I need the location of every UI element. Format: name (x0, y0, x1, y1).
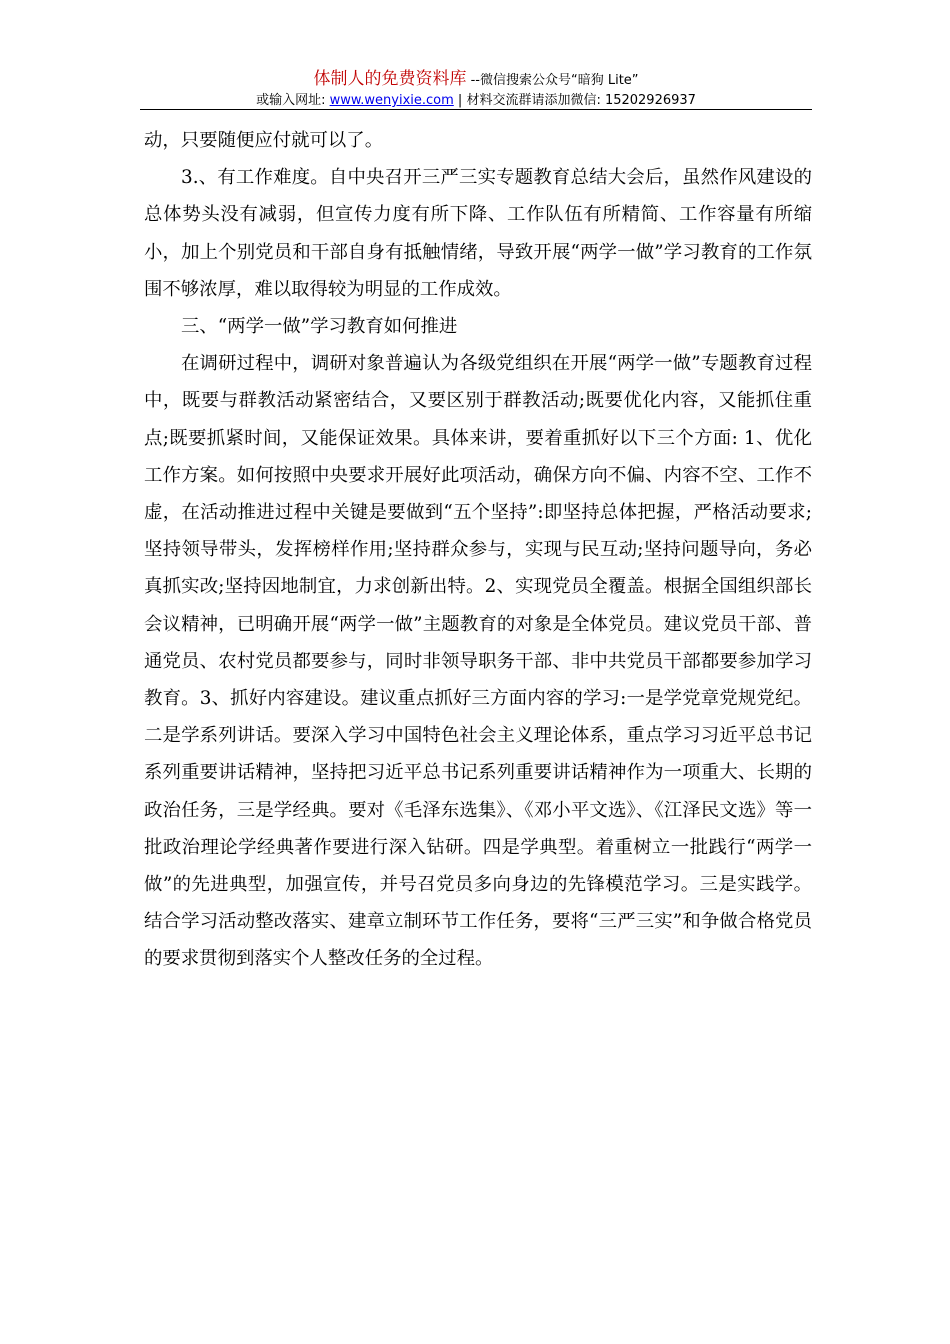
header-contact-line (140, 92, 812, 110)
header-url-link[interactable]: www.wenyixie.com (329, 93, 454, 108)
page-header (140, 68, 812, 110)
section-heading: 三、“两学一做”学习教育如何推进 (181, 316, 458, 338)
paragraph-continuation: 动，只要随便应付就可以了。 (144, 130, 384, 151)
header-tagline: --微信搜索公众号“暗狗 Lite” (466, 73, 639, 88)
header-url-prefix: 或输入网址: (256, 93, 330, 108)
header-wechat-info: | 材料交流群请添加微信: 15202926937 (453, 93, 696, 108)
header-brand: 体制人的免费资料库 (313, 69, 467, 89)
header-divider (140, 109, 812, 110)
paragraph-how-to-advance: 在调研过程中，调研对象普遍认为各级党组织在开展“两学一做”专题教育过程中，既要与群教活动紧密结合，又要区别于群教活动;既要优化内容，又能抓住重点;既要抓紧时间，又能保证效果。具体来讲，要着重抓好以下三个方面: 1、优化工作方案。如何按照中央要求开展好此项活动，确保方向不偏、内容不空、工作不虚，在活动推进过程中关键是要做到“五个坚持”:即坚持总体把握，严格活动要求;坚持领导带头，发挥榜样作用;坚持群众参与，实现与民互动;坚持问题导向，务必真抓实改;坚持因地制宜，力求创新出特。2、实现党员全覆盖。根据全国组织部长会议精神，已明确开展“两学一做”主题教育的对象是全体党员。建议党员干部、普通党员、农村党员都要参与，同时非领导职务干部、非中共党员干部都要参加学习教育。3、抓好内容建设。建议重点抓好三方面内容的学习:一是学党章党规党纪。二是学系列讲话。要深入学习中国特色社会主义理论体系，重点学习习近平总书记系列重要讲话精神，坚持把习近平总书记系列重要讲话精神作为一项重大、长期的政治任务，三是学经典。要对《毛泽东选集》、《邓小平文选》、《江泽民文选》等一批政治理论学经典著作要进行深入钻研。四是学典型。着重树立一批践行“两学一做”的先进典型，加强宣传，并号召党员多向身边的先锋模范学习。三是实践学。结合学习活动整改落实、建章立制环节工作任务，要将“三严三实”和争做合格党员的要求贯彻到落实个人整改任务的全过程。 (144, 353, 812, 970)
paragraph-work-difficulty: 3.、有工作难度。自中央召开三严三实专题教育总结大会后，虽然作风建设的总体势头没有减弱，但宣传力度有所下降、工作队伍有所精简、工作容量有所缩小，加上个别党员和干部自身有抵触情绪，导致开展“两学一做”学习教育的工作氛围不够浓厚，难以取得较为明显的工作成效。 (144, 167, 812, 300)
document-body (144, 122, 812, 978)
header-title-line (140, 68, 812, 92)
